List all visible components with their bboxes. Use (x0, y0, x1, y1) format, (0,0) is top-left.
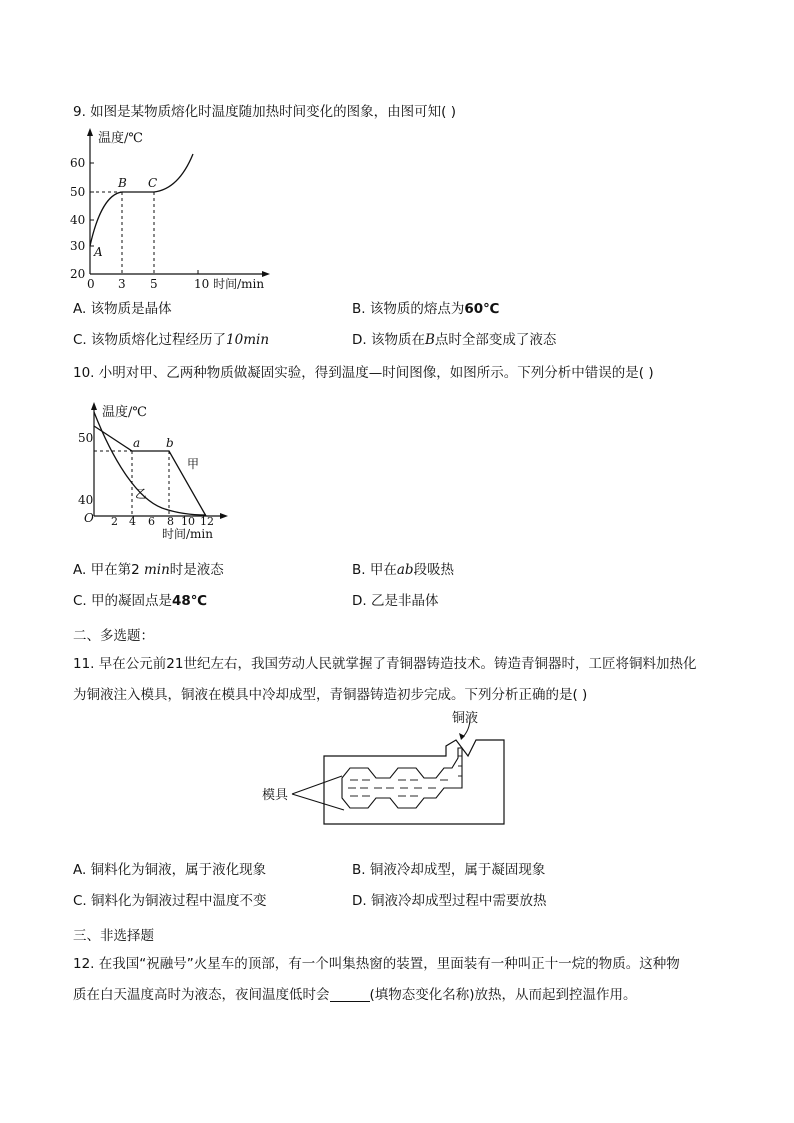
q11-option-c: C. 铜料化为铜液过程中温度不变 (73, 893, 267, 909)
q11-stem-line2: 为铜液注入模具，铜液在模具中冷却成型，青铜器铸造初步完成。下列分析正确的是( ) (73, 687, 588, 703)
q10-label-yi: 乙 (135, 487, 148, 501)
q9-ytick-60: 60 (70, 156, 86, 170)
q10-xlabel: 时间/min (162, 527, 213, 541)
q9-xlabel: 10 时间/min (194, 277, 265, 291)
q9-option-a: A. 该物质是晶体 (73, 301, 172, 317)
q11-label-liquid: 铜液 (452, 711, 479, 726)
q10-stem: 10. 小明对甲、乙两种物质做凝固实验，得到温度—时间图像，如图所示。下列分析中错误的是( ) (73, 365, 654, 381)
q10-xtick-4: 4 (129, 515, 136, 528)
q10-xtick-8: 8 (167, 515, 174, 528)
q9-point-a: A (94, 245, 103, 259)
q10-option-d: D. 乙是非晶体 (352, 593, 439, 609)
q10-label-a: a (133, 436, 141, 450)
q11-option-b: B. 铜液冷却成型，属于凝固现象 (352, 862, 546, 878)
q9-xtick-3: 3 (118, 277, 126, 291)
q9-option-b: B. 该物质的熔点为60℃ (352, 301, 500, 317)
q9-ytick-50: 50 (70, 185, 86, 199)
q9-ylabel: 温度/℃ (98, 131, 143, 146)
q10-ytick-40: 40 (78, 493, 94, 507)
q12-stem-line2: 质在白天温度高时为液态，夜间温度低时会 (填物态变化名称)放热，从而起到控温作用。 (73, 987, 637, 1003)
q9-xtick-5: 5 (150, 277, 158, 291)
q11-stem-line1: 11. 早在公元前21世纪左右，我国劳动人民就掌握了青铜器铸造技术。铸造青铜器时，工匠将铜料加热化 (73, 656, 697, 672)
q9-ytick-40: 40 (70, 213, 86, 227)
q10-graph (76, 398, 236, 544)
q12-answer-blank[interactable] (330, 987, 370, 1002)
q9-graph (66, 124, 286, 294)
q12-stem-line1: 12. 在我国“祝融号”火星车的顶部，有一个叫集热窗的装置，里面装有一种叫正十一烷的物质。这种物 (73, 956, 680, 972)
q11-mold-diagram (258, 708, 518, 830)
q10-option-b: B. 甲在ab段吸热 (352, 562, 455, 578)
q10-origin: O (84, 511, 94, 525)
q11-option-d: D. 铜液冷却成型过程中需要放热 (352, 893, 547, 909)
q10-xtick-10: 10 (181, 515, 195, 528)
q11-option-a: A. 铜料化为铜液，属于液化现象 (73, 862, 267, 878)
q11-label-mold: 模具 (262, 788, 289, 803)
q10-ytick-50: 50 (78, 431, 94, 445)
q10-xtick-12: 12 (200, 515, 214, 528)
q9-stem: 9. 如图是某物质熔化时温度随加热时间变化的图象，由图可知( ) (73, 104, 456, 120)
q9-xtick-0: 0 (87, 277, 95, 291)
q10-label-b: b (166, 436, 174, 450)
q10-xtick-6: 6 (148, 515, 155, 528)
q10-option-a: A. 甲在第2 min时是液态 (73, 562, 224, 578)
q9-option-d: D. 该物质在B点时全部变成了液态 (352, 332, 557, 348)
q9-ytick-20: 20 (70, 267, 86, 281)
q10-option-c: C. 甲的凝固点是48℃ (73, 593, 208, 609)
q9-ytick-30: 30 (70, 239, 86, 253)
q10-label-jia: 甲 (187, 457, 200, 471)
q9-point-c: C (148, 176, 158, 190)
q9-point-b: B (118, 176, 127, 190)
q10-ylabel: 温度/℃ (102, 405, 147, 420)
q10-xtick-2: 2 (111, 515, 118, 528)
section-heading-multi: 二、多选题： (73, 628, 154, 644)
section-heading-nonchoice: 三、非选择题 (73, 928, 154, 944)
q9-option-c: C. 该物质熔化过程经历了10min (73, 332, 270, 348)
